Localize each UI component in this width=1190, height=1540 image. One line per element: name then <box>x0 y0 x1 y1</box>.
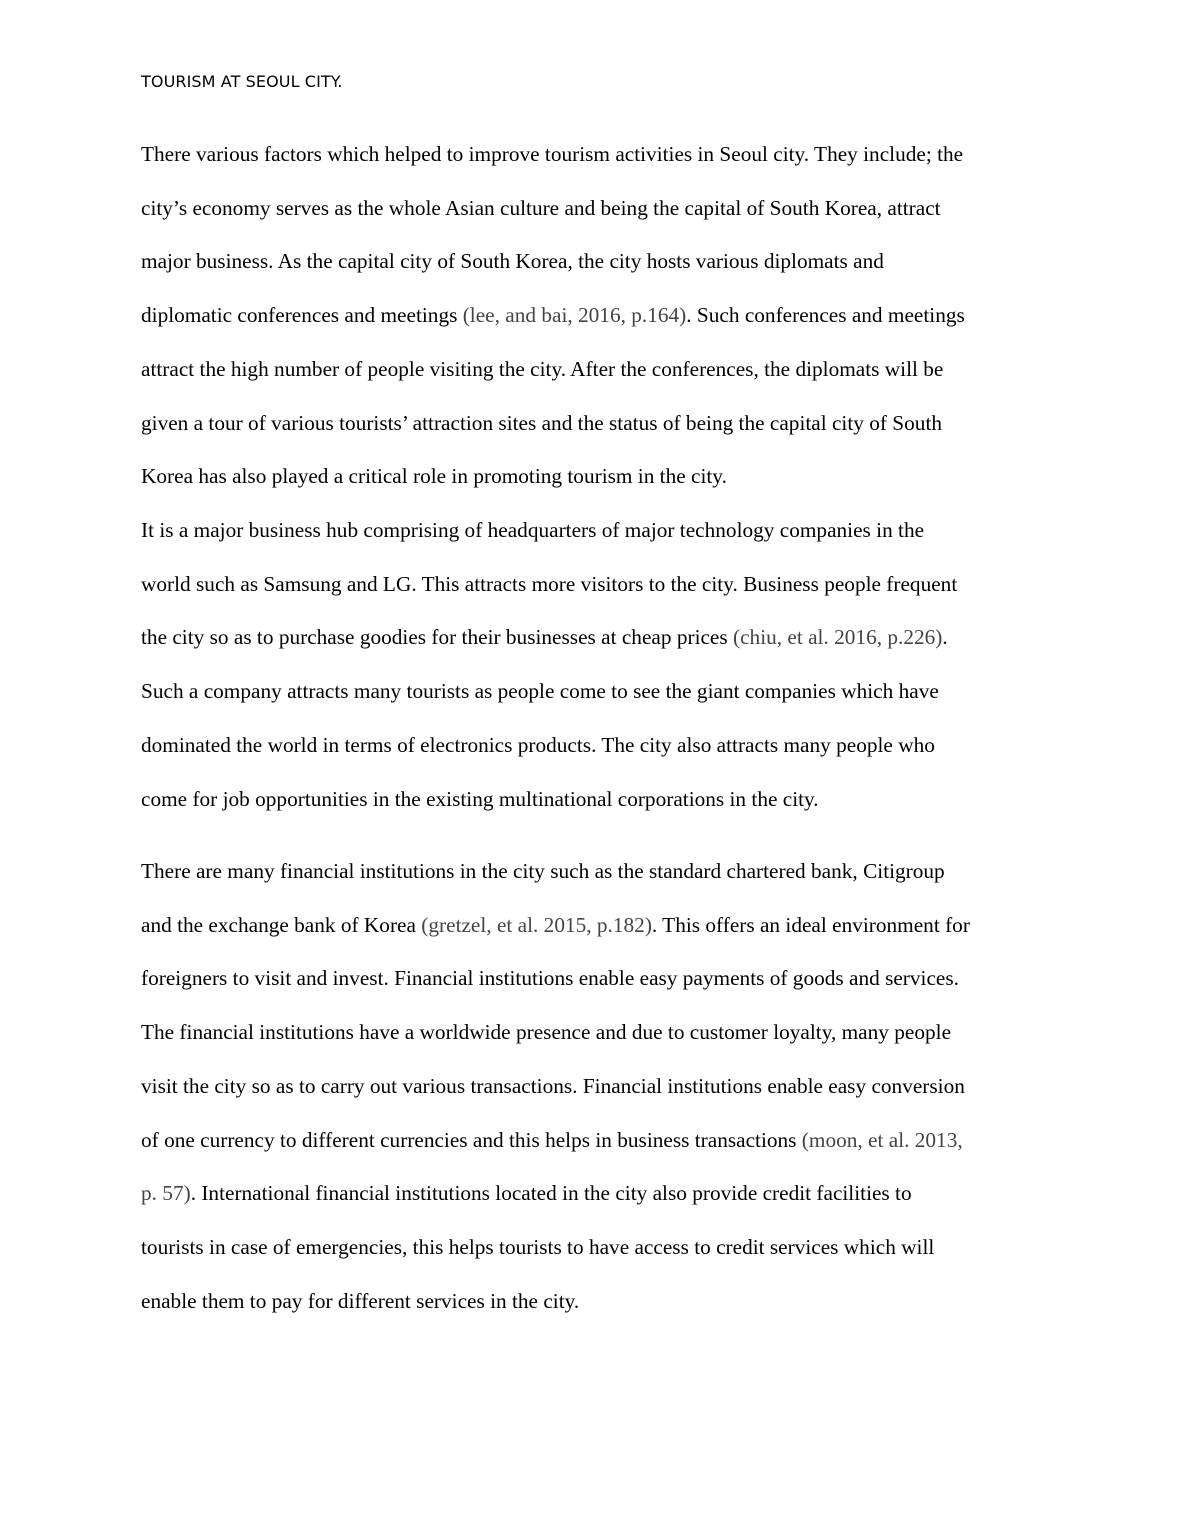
text-segment: and the exchange bank of Korea <box>141 912 422 937</box>
text-segment: the city so as to purchase goodies for their businesses at cheap prices <box>141 625 733 650</box>
text-segment: . International financial institutions located in the city also provide credit facilities to <box>190 1181 912 1206</box>
text-segment: of one currency to different currencies and this helps in business transactions <box>141 1127 802 1152</box>
citation: p. 57) <box>141 1181 191 1206</box>
text-line <box>141 1180 912 1206</box>
text-line <box>141 965 959 991</box>
citation: (lee, and bai, 2016, p.164) <box>462 303 687 328</box>
text-line <box>141 356 943 382</box>
text-line <box>141 1127 963 1153</box>
running-head: TOURISM AT SEOUL CITY. <box>141 72 343 91</box>
text-line <box>141 1019 951 1045</box>
text-segment: There various factors which helped to improve tourism activities in Seoul city. They include; the <box>141 142 964 166</box>
text-line <box>141 571 957 597</box>
text-line <box>141 678 939 704</box>
text-line <box>141 624 948 650</box>
text-line <box>141 517 924 543</box>
text-segment: attract the high number of people visiting the city. After the conferences, the diplomats will be <box>141 356 944 381</box>
text-segment: diplomatic conferences and meetings <box>141 303 463 328</box>
text-line <box>141 195 941 221</box>
citation: (moon, et al. 2013, <box>801 1127 963 1152</box>
text-segment: It is a major business hub comprising of headquarters of major technology companies in the <box>141 518 925 542</box>
text-segment: There are many financial institutions in the city such as the standard chartered bank, Citigroup <box>141 859 945 883</box>
citation: (chiu, et al. 2016, p.226) <box>733 625 943 650</box>
text-segment: Korea has also played a critical role in promoting tourism in the city. <box>141 464 727 489</box>
text-line <box>141 463 727 489</box>
text-segment: . Such conferences and meetings <box>686 303 965 328</box>
text-segment: Such a company attracts many tourists as people come to see the giant companies which have <box>141 679 939 704</box>
text-line <box>141 732 935 758</box>
text-line <box>141 141 963 167</box>
text-segment: The financial institutions have a worldwide presence and due to customer loyalty, many people <box>141 1020 952 1045</box>
text-line <box>141 1234 934 1260</box>
text-segment: world such as Samsung and LG. This attracts more visitors to the city. Business people frequent <box>141 571 958 596</box>
text-line <box>141 410 942 436</box>
text-segment: tourists in case of emergencies, this helps tourists to have access to credit services which will <box>141 1234 935 1259</box>
text-segment: city’s economy serves as the whole Asian culture and being the capital of South Korea, attract <box>141 195 941 220</box>
text-line <box>141 786 819 812</box>
citation: (gretzel, et al. 2015, p.182) <box>421 912 652 937</box>
text-line <box>141 858 945 884</box>
text-segment: major business. As the capital city of South Korea, the city hosts various diplomats and <box>141 249 884 274</box>
text-line <box>141 248 884 274</box>
text-segment: given a tour of various tourists’ attraction sites and the status of being the capital city of South <box>141 410 943 435</box>
text-line <box>141 1073 965 1099</box>
text-segment: foreigners to visit and invest. Financial institutions enable easy payments of goods and services. <box>141 966 959 991</box>
text-segment: come for job opportunities in the existing multinational corporations in the city. <box>141 786 819 811</box>
text-line <box>141 302 965 328</box>
text-segment: . This offers an ideal environment for <box>651 912 970 937</box>
text-line <box>141 912 970 938</box>
text-line <box>141 1288 579 1314</box>
text-segment: enable them to pay for different services in the city. <box>141 1288 580 1313</box>
text-segment: . <box>942 625 948 650</box>
text-segment: visit the city so as to carry out various transactions. Financial institutions enable easy conversion <box>141 1073 965 1098</box>
text-segment: dominated the world in terms of electronics products. The city also attracts many people who <box>141 732 935 757</box>
